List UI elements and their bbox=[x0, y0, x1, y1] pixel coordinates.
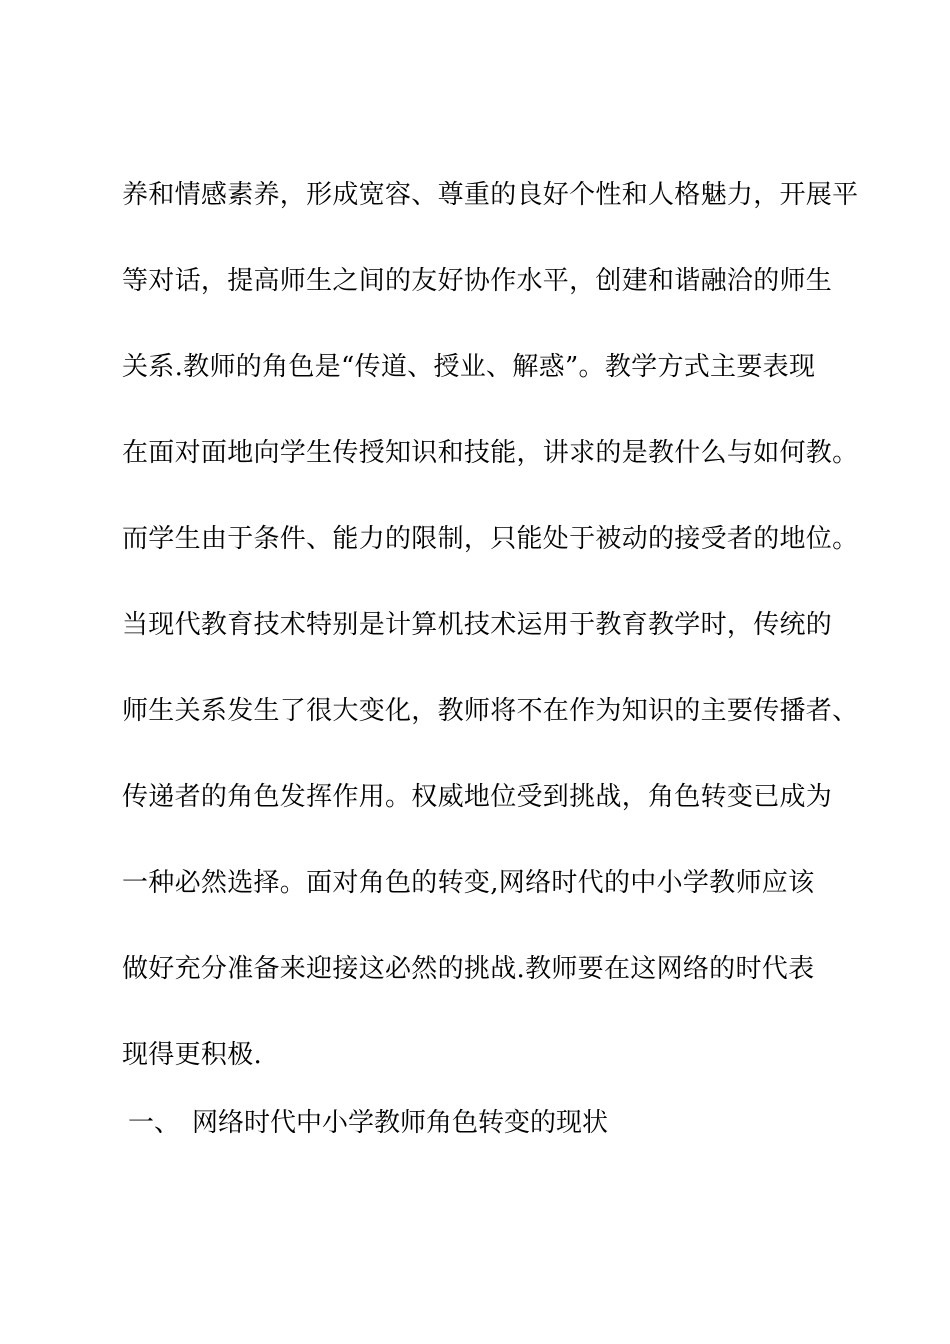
paragraph-line: 在面对面地向学生传授知识和技能，讲求的是教什么与如何教。 bbox=[122, 438, 859, 468]
section-heading bbox=[128, 1108, 608, 1138]
paragraph-line: 而学生由于条件、能力的限制，只能处于被动的接受者的地位。 bbox=[122, 524, 859, 554]
section-heading-number: 一、 bbox=[128, 1108, 181, 1138]
paragraph-line: 现得更积极. bbox=[122, 1040, 263, 1070]
paragraph-line: 一种必然选择。面对角色的转变,网络时代的中小学教师应该 bbox=[122, 868, 815, 898]
paragraph-line: 做好充分准备来迎接这必然的挑战.教师要在这网络的时代表 bbox=[122, 954, 815, 984]
paragraph-line: 当现代教育技术特别是计算机技术运用于教育教学时，传统的 bbox=[122, 610, 833, 640]
paragraph-line: 师生关系发生了很大变化，教师将不在作为知识的主要传播者、 bbox=[122, 696, 859, 726]
paragraph-line: 等对话，提高师生之间的友好协作水平，创建和谐融洽的师生 bbox=[122, 266, 833, 296]
paragraph-line: 养和情感素养，形成宽容、尊重的良好个性和人格魅力，开展平 bbox=[122, 180, 859, 210]
paragraph-line: 关系.教师的角色是“传道、授业、解惑”。教学方式主要表现 bbox=[122, 352, 816, 382]
section-heading-text: 网络时代中小学教师角色转变的现状 bbox=[192, 1108, 609, 1138]
paragraph-line: 传递者的角色发挥作用。权威地位受到挑战，角色转变已成为 bbox=[122, 782, 833, 812]
